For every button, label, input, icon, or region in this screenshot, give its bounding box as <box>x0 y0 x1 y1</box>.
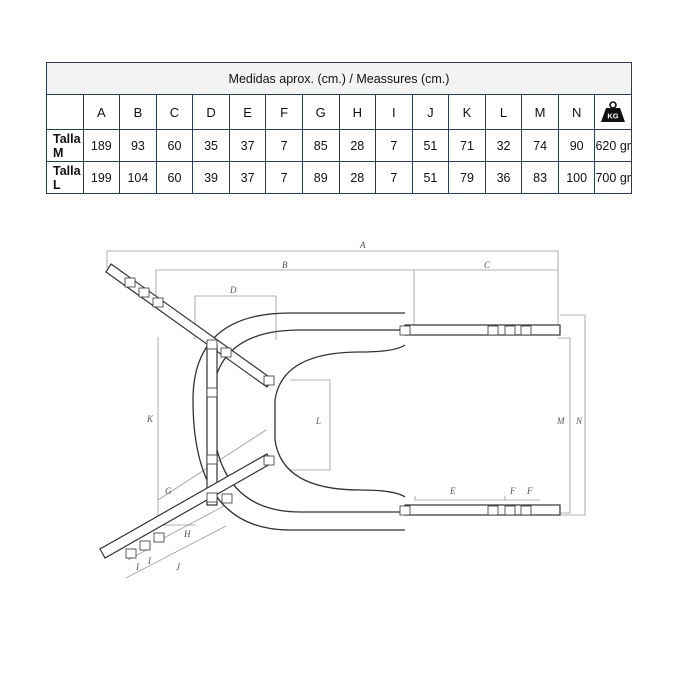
strap-bottom-left-diagonal <box>100 454 272 558</box>
cell: 28 <box>339 130 376 162</box>
cell: 60 <box>156 130 193 162</box>
buckle <box>222 494 232 503</box>
buckle <box>207 388 217 397</box>
header-G: G <box>302 95 339 130</box>
header-B: B <box>120 95 157 130</box>
cell: 100 <box>558 162 595 194</box>
frame-innermost <box>275 345 405 497</box>
buckle <box>139 288 149 297</box>
cell: 199 <box>83 162 120 194</box>
cell: 32 <box>485 130 522 162</box>
label-B: B <box>282 260 288 270</box>
label-L: L <box>316 416 322 426</box>
buckle <box>521 506 531 515</box>
dimension-lines <box>107 251 585 578</box>
cell: 93 <box>120 130 157 162</box>
cell: 90 <box>558 130 595 162</box>
dim-K <box>158 337 196 525</box>
buckle <box>488 506 498 515</box>
cell: 104 <box>120 162 157 194</box>
cell: 60 <box>156 162 193 194</box>
header-A: A <box>83 95 120 130</box>
label-K: K <box>147 414 154 424</box>
cell: 74 <box>522 130 559 162</box>
label-A: A <box>360 240 366 250</box>
dimension-labels <box>135 240 583 572</box>
header-D: D <box>193 95 230 130</box>
buckle <box>488 326 498 335</box>
label-N: N <box>576 416 583 426</box>
label-G: G <box>165 486 172 496</box>
buckle <box>400 506 410 515</box>
header-L: L <box>485 95 522 130</box>
buckle <box>400 326 410 335</box>
cell: 35 <box>193 130 230 162</box>
buckle <box>207 455 217 464</box>
header-I: I <box>376 95 413 130</box>
cell: 51 <box>412 162 449 194</box>
table-title: Medidas aprox. (cm.) / Meassures (cm.) <box>47 63 632 95</box>
label-C: C <box>484 260 491 270</box>
buckle <box>264 376 274 385</box>
label-H: H <box>184 529 191 539</box>
cell: 36 <box>485 162 522 194</box>
header-H: H <box>339 95 376 130</box>
buckle <box>153 298 163 307</box>
header-K: K <box>449 95 486 130</box>
label-I-1: I <box>136 562 139 572</box>
cell: 71 <box>449 130 486 162</box>
label-E: E <box>450 486 456 496</box>
row-label: Talla L <box>47 162 84 194</box>
buckle <box>221 348 231 357</box>
dim-E <box>415 496 505 500</box>
buckle <box>140 541 150 550</box>
label-F-1: F <box>510 486 516 496</box>
dim-N <box>560 315 585 515</box>
cell: 79 <box>449 162 486 194</box>
buckle <box>505 326 515 335</box>
buckle <box>125 278 135 287</box>
cell: 7 <box>266 162 303 194</box>
strap-top-right <box>405 325 560 335</box>
label-I-2: I <box>148 556 151 566</box>
header-F: F <box>266 95 303 130</box>
weight-cell: 620 gr <box>595 130 632 162</box>
header-N: N <box>558 95 595 130</box>
cell: 83 <box>522 162 559 194</box>
strap-vertical <box>207 345 217 505</box>
header-J: J <box>412 95 449 130</box>
header-M: M <box>522 95 559 130</box>
buckle <box>207 340 217 349</box>
cell: 189 <box>83 130 120 162</box>
label-J: J <box>176 562 180 572</box>
row-label: Talla M <box>47 130 84 162</box>
cell: 51 <box>412 130 449 162</box>
label-M: M <box>557 416 565 426</box>
strap-bottom-right <box>405 505 560 515</box>
cell: 85 <box>302 130 339 162</box>
kg-icon-label: KG <box>607 111 619 121</box>
header-C: C <box>156 95 193 130</box>
cell: 39 <box>193 162 230 194</box>
cell: 28 <box>339 162 376 194</box>
buckle <box>264 456 274 465</box>
cell: 89 <box>302 162 339 194</box>
cell: 7 <box>376 162 413 194</box>
cell: 7 <box>266 130 303 162</box>
buckle <box>207 493 217 502</box>
buckle <box>505 506 515 515</box>
cell: 37 <box>229 130 266 162</box>
buckle <box>154 533 164 542</box>
header-E: E <box>229 95 266 130</box>
label-D: D <box>230 285 237 295</box>
buckle <box>126 549 136 558</box>
dim-L <box>290 380 330 470</box>
cell: 37 <box>229 162 266 194</box>
weight-cell: 700 gr <box>595 162 632 194</box>
buckle <box>521 326 531 335</box>
cell: 7 <box>376 130 413 162</box>
label-F-2: F <box>527 486 533 496</box>
